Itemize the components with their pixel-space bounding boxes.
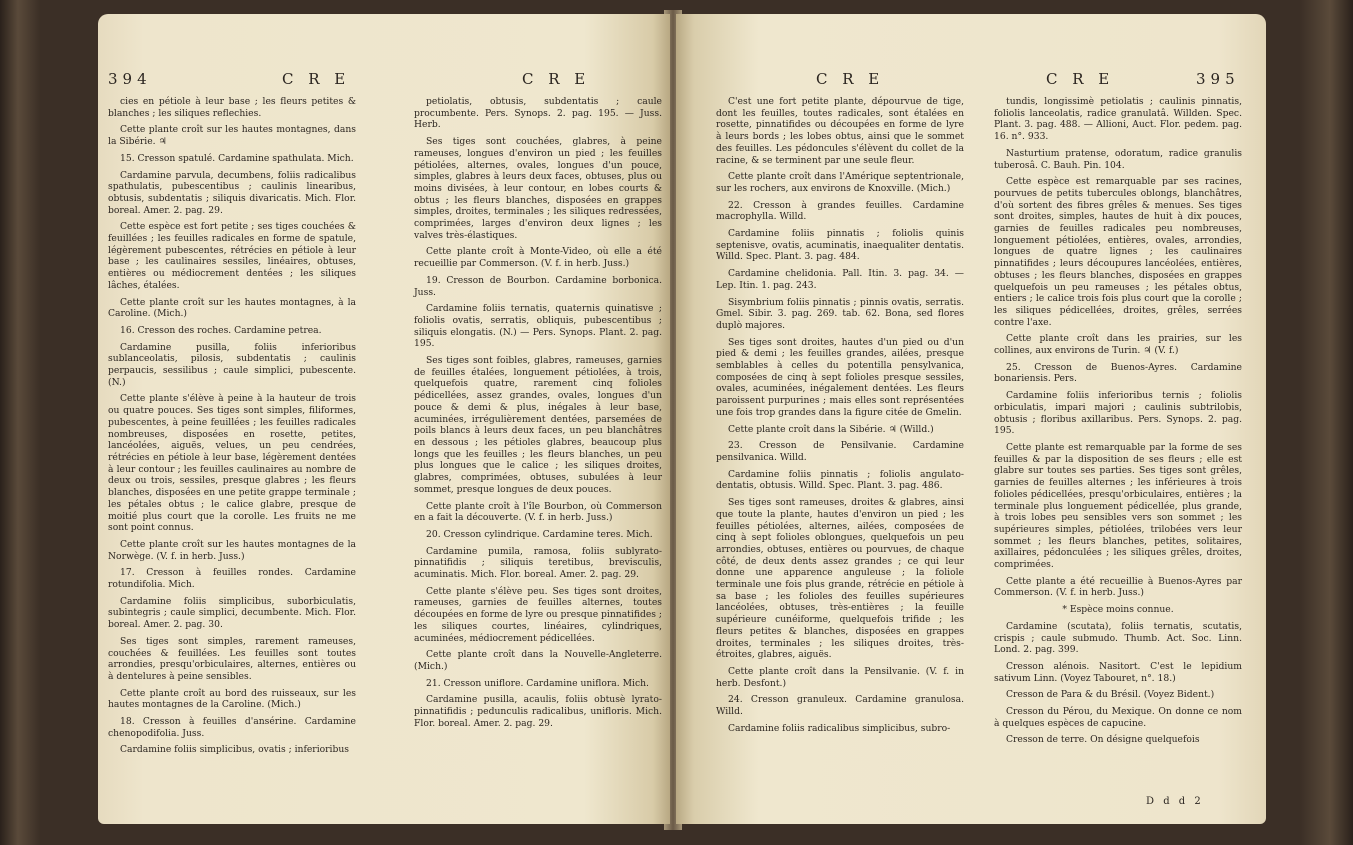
paragraph: Cardamine pumila, ramosa, foliis sublyrato-pinnatifidis ; siliquis teretibus, brevisculis, acuminatis. Mich. Flor. boreal. Amer. 2. pag. 29. [414,545,662,581]
paragraph: 23. Cresson de Pensilvanie. Cardamine pensilvanica. Willd. [716,440,964,463]
paragraph: tundis, longissimè petiolatis ; caulinis pinnatis, foliolis lanceolatis, radice granulatâ. Willden. Spec. Plant. 3. pag. 488. — Allioni, Auct. Flor. pedem. pag. 16. n°. 933. [994,96,1242,143]
running-head-left-col1: C R E [282,70,351,88]
paragraph: Cette espèce est remarquable par ses racines, pourvues de petits tubercules oblongs, blanchâtres, d'où sortent des fibres grêles & menues. Ses tiges sont droites, simples, hautes de huit à dix pouces, garnies de feuilles radicales peu nombreuses, longuement pétiolées, entières, ovales, arrondies, longues de quatre lignes ; les caulinaires pinnatifides ; leurs découpures lancéolées, entières, obtuses ; les fleurs blanches, disposées en grappes quelquefois un peu rameuses ; les pétales obtus, entiers ; le calice trois fois plus court que la corolle ; les siliques pédicellées, droites, grêles, serrées contre l'axe. [994,176,1242,328]
paragraph: Cresson de Para & du Brésil. (Voyez Bident.) [1006,689,1215,701]
right-page [676,14,1266,824]
paragraph: Cette plante s'élève à peine à la hauteur de trois ou quatre pouces. Ses tiges sont simples, filiformes, pubescentes, à peine feuillées ; les feuilles radicales nombreuses, disposées en rosette, petites, lancéolées, aiguës, velues, un peu cendrées, rétrécies en pétiole à leur base, légèrement dentées à leur contour ; les feuilles caulinaires au nombre de deux ou trois, sessiles, presque glabres ; les fleurs blanches, disposées en une petite grappe terminale ; les pétales obtus ; le calice glabre, presque de moitié plus court que la corolle. Les fruits ne me sont point connus. [108,393,356,534]
paragraph: Ses tiges sont rameuses, droites & glabres, ainsi que toute la plante, hautes d'environ un pied ; les feuilles pétiolées, alternes, ailées, composées de cinq à sept folioles oblongues, quelquefois un peu arrondies, obtuses, entières ou pourvues, de chaque côté, de deux dents assez grandes ; ce qui leur donne une apparence anguleuse ; la foliole terminale une fois plus grande, rétrécie en pétiole à sa base ; les folioles des feuilles supérieures lancéolées, obtuses, très-entières ; la feuille supérieure cunéiforme, quelquefois trifide ; les fleurs petites & blanches, disposées en grappes droites, terminales ; les siliques droites, très-étroites, glabres, aiguës. [716,497,964,661]
right-page-column-2 [994,96,1242,751]
paragraph: Cette plante croît dans les prairies, sur les collines, aux environs de Turin. ♃ (V. f.) [994,333,1242,357]
paragraph: Cette plante croît à l'île Bourbon, où Commerson en a fait la découverte. (V. f. in herb. Juss.) [414,500,662,524]
signature-mark: D d d 2 [1146,796,1204,807]
paragraph: Cardamine foliis simplicibus, ovatis ; inferioribus [120,744,350,756]
paragraph: * Espèce moins connue. [1062,604,1174,616]
paragraph: Cardamine parvula, decumbens, foliis radicalibus spathulatis, pubescentibus ; caulinis linearibus, obtusis, subdentatis ; siliquis divaricatis. Mich. Flor. boreal. Amer. 2. pag. 29. [108,169,356,216]
page-number-right: 395 [1196,70,1240,88]
paragraph: Cette plante est remarquable par la forme de ses feuilles & par la disposition de ses fleurs ; elle est glabre sur toutes ses parties. Ses tiges sont grêles, garnies de feuilles alternes ; les inférieures à trois folioles pédicellées, presqu'orbiculaires, entières ; la terminale plus longuement pédicellée, plus grande, à trois lobes peu sensibles vers son sommet ; les supérieures simples, pétiolées, trilobées vers leur sommet ; les fleurs blanches, petites, solitaires, axillaires, pédonculées ; les siliques grêles, droites, comprimées. [994,441,1242,571]
paragraph: Cette plante croît dans l'Amérique septentrionale, sur les rochers, aux environs de Knoxville. (Mich.) [716,171,964,194]
paragraph: Cardamine (scutata), foliis ternatis, scutatis, crispis ; caule submudo. Thumb. Act. Soc. Linn. Lond. 2. pag. 399. [994,620,1242,656]
paragraph: Sisymbrium foliis pinnatis ; pinnis ovatis, serratis. Gmel. Sibir. 3. pag. 269. tab. 62. Bona, sed flores duplò majores. [716,296,964,331]
paragraph: Cardamine foliis pinnatis ; foliolis angulato-dentatis, obtusis. Willd. Spec. Plant. 3. pag. 486. [716,468,964,492]
paragraph: Cardamine pusilla, foliis inferioribus sublanceolatis, pilosis, subdentatis ; caulinis perpaucis, sessilibus ; caule simplici, pubescente. (N.) [108,341,356,388]
paragraph: Cardamine foliis inferioribus ternis ; foliolis orbiculatis, impari majori ; caulinis subtrilobis, obtusis ; floribus axillaribus. Pers. Synops. 2. pag. 195. [994,390,1242,437]
paragraph: 16. Cresson des roches. Cardamine petrea. [120,324,322,336]
paragraph: Cresson alénois. Nasitort. C'est le lepidium sativum Linn. (Voyez Tabouret, n°. 18.) [994,660,1242,684]
paragraph: 25. Cresson de Buenos-Ayres. Cardamine bonariensis. Pers. [994,361,1242,385]
paragraph: C'est une fort petite plante, dépourvue de tige, dont les feuilles, toutes radicales, sont étalées en rosette, pinnatifides ou découpées en forme de lyre à leurs bords ; les lobes obtus, ainsi que le sommet des feuilles. Les pédoncules s'élèvent du collet de la racine, & se terminent par une seule fleur. [716,96,964,166]
paragraph: Cette plante croît sur les hautes montagnes, dans la Sibérie. ♃ [108,124,356,148]
paragraph: 17. Cresson à feuilles rondes. Cardamine rotundifolia. Mich. [108,567,356,591]
paragraph: 15. Cresson spatulé. Cardamine spathulata. Mich. [120,152,354,164]
paragraph: Cardamine foliis simplicibus, suborbiculatis, subintegris ; caule simplici, decumbente. Mich. Flor. boreal. Amer. 2. pag. 30. [108,595,356,631]
paragraph: cies en pétiole à leur base ; les fleurs petites & blanches ; les siliques reflechies. [108,96,356,119]
running-head-left-col2: C R E [522,70,591,88]
paragraph: 20. Cresson cylindrique. Cardamine teres. Mich. [426,528,653,540]
paragraph: Cette plante croît à Monte-Video, où elle a été recueillie par Commerson. (V. f. in herb. Juss.) [414,246,662,270]
paragraph: Cette plante croît dans la Sibérie. ♃ (Willd.) [728,423,934,435]
paragraph: 21. Cresson uniflore. Cardamine uniflora. Mich. [426,677,649,689]
left-page [98,14,670,824]
paragraph: Cette plante a été recueillie à Buenos-Ayres par Commerson. (V. f. in herb. Juss.) [994,575,1242,599]
running-head-right-col2: C R E [1046,70,1115,88]
paragraph: Cresson du Pérou, du Mexique. On donne ce nom à quelques espèces de capucine. [994,706,1242,729]
paragraph: Cette plante s'élève peu. Ses tiges sont droites, rameuses, garnies de feuilles alternes, toutes découpées en forme de lyre ou presque pinnatifides ; les siliques courtes, linéaires, cylindriques, acuminées, médiocrement pédicellées. [414,585,662,644]
paragraph: Cardamine chelidonia. Pall. Itin. 3. pag. 34. — Lep. Itin. 1. pag. 243. [716,268,964,291]
paragraph: Cette plante croît dans la Pensilvanie. (V. f. in herb. Desfont.) [716,665,964,689]
right-page-column-1 [716,96,964,739]
left-page-column-2 [414,96,662,734]
paragraph: 22. Cresson à grandes feuilles. Cardamine macrophylla. Willd. [716,199,964,223]
paragraph: Nasturtium pratense, odoratum, radice granulis tuberosâ. C. Bauh. Pin. 104. [994,147,1242,171]
paragraph: 19. Cresson de Bourbon. Cardamine borbonica. Juss. [414,274,662,298]
running-head-right-col1: C R E [816,70,885,88]
left-page-column-1 [108,96,356,761]
paragraph: Ses tiges sont simples, rarement rameuses, couchées & feuillées. Les feuilles sont toutes arrondies, presqu'orbiculaires, alternes, entières ou à dentelures à peine sensibles. [108,635,356,682]
paragraph: Cette plante croît sur les hautes montagnes, à la Caroline. (Mich.) [108,296,356,320]
paragraph: Ses tiges sont droites, hautes d'un pied ou d'un pied & demi ; les feuilles grandes, ailées, presque semblables à celles du potentilla pensylvanica, composées de cinq à sept folioles presque sessiles, ovales, acuminées, inégalement dentées. Les fleurs paroissent purpurines ; mais elles sont représentées une fois trop grandes dans la figure citée de Gmelin. [716,336,964,418]
paragraph: Ses tiges sont couchées, glabres, à peine rameuses, longues d'environ un pied ; les feuilles pétiolées, alternes, ovales, longues d'un pouce, simples, glabres à leurs deux faces, obtuses, plus ou moins divisées, à leur contour, en lobes courts & obtus ; les fleurs blanches, disposées en grappes simples, droites, terminales ; les siliques redressées, comprimées, larges d'environ deux lignes ; les valves très-élastiques. [414,136,662,241]
paragraph: Ses tiges sont foibles, glabres, rameuses, garnies de feuilles étalées, longuement pétiolées, à trois, quelquefois quatre, rarement cinq folioles pédicellées, assez grandes, ovales, longues d'un pouce & demi & plus, inégales à leur base, acuminées, irrégulièrement dentées, parsemées de poils blancs à leurs deux faces, un peu blanchâtres en dessous ; les pétioles glabres, beaucoup plus longs que les feuilles ; les fleurs blanches, un peu plus longues que le calice ; les siliques droites, glabres, comprimées, obtuses, subulées à leur sommet, presque longues de deux pouces. [414,355,662,495]
paragraph: Cette plante croît au bord des ruisseaux, sur les hautes montagnes de la Caroline. (Mich.) [108,687,356,711]
paragraph: Cardamine foliis pinnatis ; foliolis quinis septenisve, ovatis, acuminatis, inaequaliter dentatis. Willd. Spec. Plant. 3. pag. 484. [716,228,964,263]
paragraph: 18. Cresson à feuilles d'ansérine. Cardamine chenopodifolia. Juss. [108,716,356,739]
paragraph: Cette espèce est fort petite ; ses tiges couchées & feuillées ; les feuilles radicales en forme de spatule, légèrement pubescentes, rétrécies en pétiole à leur base ; les caulinaires sessiles, linéaires, obtuses, entières ou médiocrement dentées ; les siliques lâches, étalées. [108,221,356,291]
paragraph: petiolatis, obtusis, subdentatis ; caule procumbente. Pers. Synops. 2. pag. 195. — Juss. Herb. [414,96,662,131]
paragraph: Cette plante croît sur les hautes montagnes de la Norwège. (V. f. in herb. Juss.) [108,538,356,562]
page-number-left: 394 [108,70,152,88]
paragraph: Cardamine pusilla, acaulis, foliis obtusè lyrato-pinnatifidis ; pedunculis radicalibus, unifloris. Mich. Flor. boreal. Amer. 2. pag. 29. [414,694,662,729]
paragraph: Cardamine foliis ternatis, quaternis quinatisve ; foliolis ovatis, serratis, obliquis, pubescentibus ; siliquis elongatis. (N.) — Pers. Synops. Plant. 2. pag. 195. [414,303,662,350]
paragraph: Cette plante croît dans la Nouvelle-Angleterre. (Mich.) [414,649,662,672]
paragraph: 24. Cresson granuleux. Cardamine granulosa. Willd. [716,694,964,718]
paragraph: Cresson de terre. On désigne quelquefois [1006,734,1200,746]
paragraph: Cardamine foliis radicalibus simplicibus, subro- [728,722,951,734]
